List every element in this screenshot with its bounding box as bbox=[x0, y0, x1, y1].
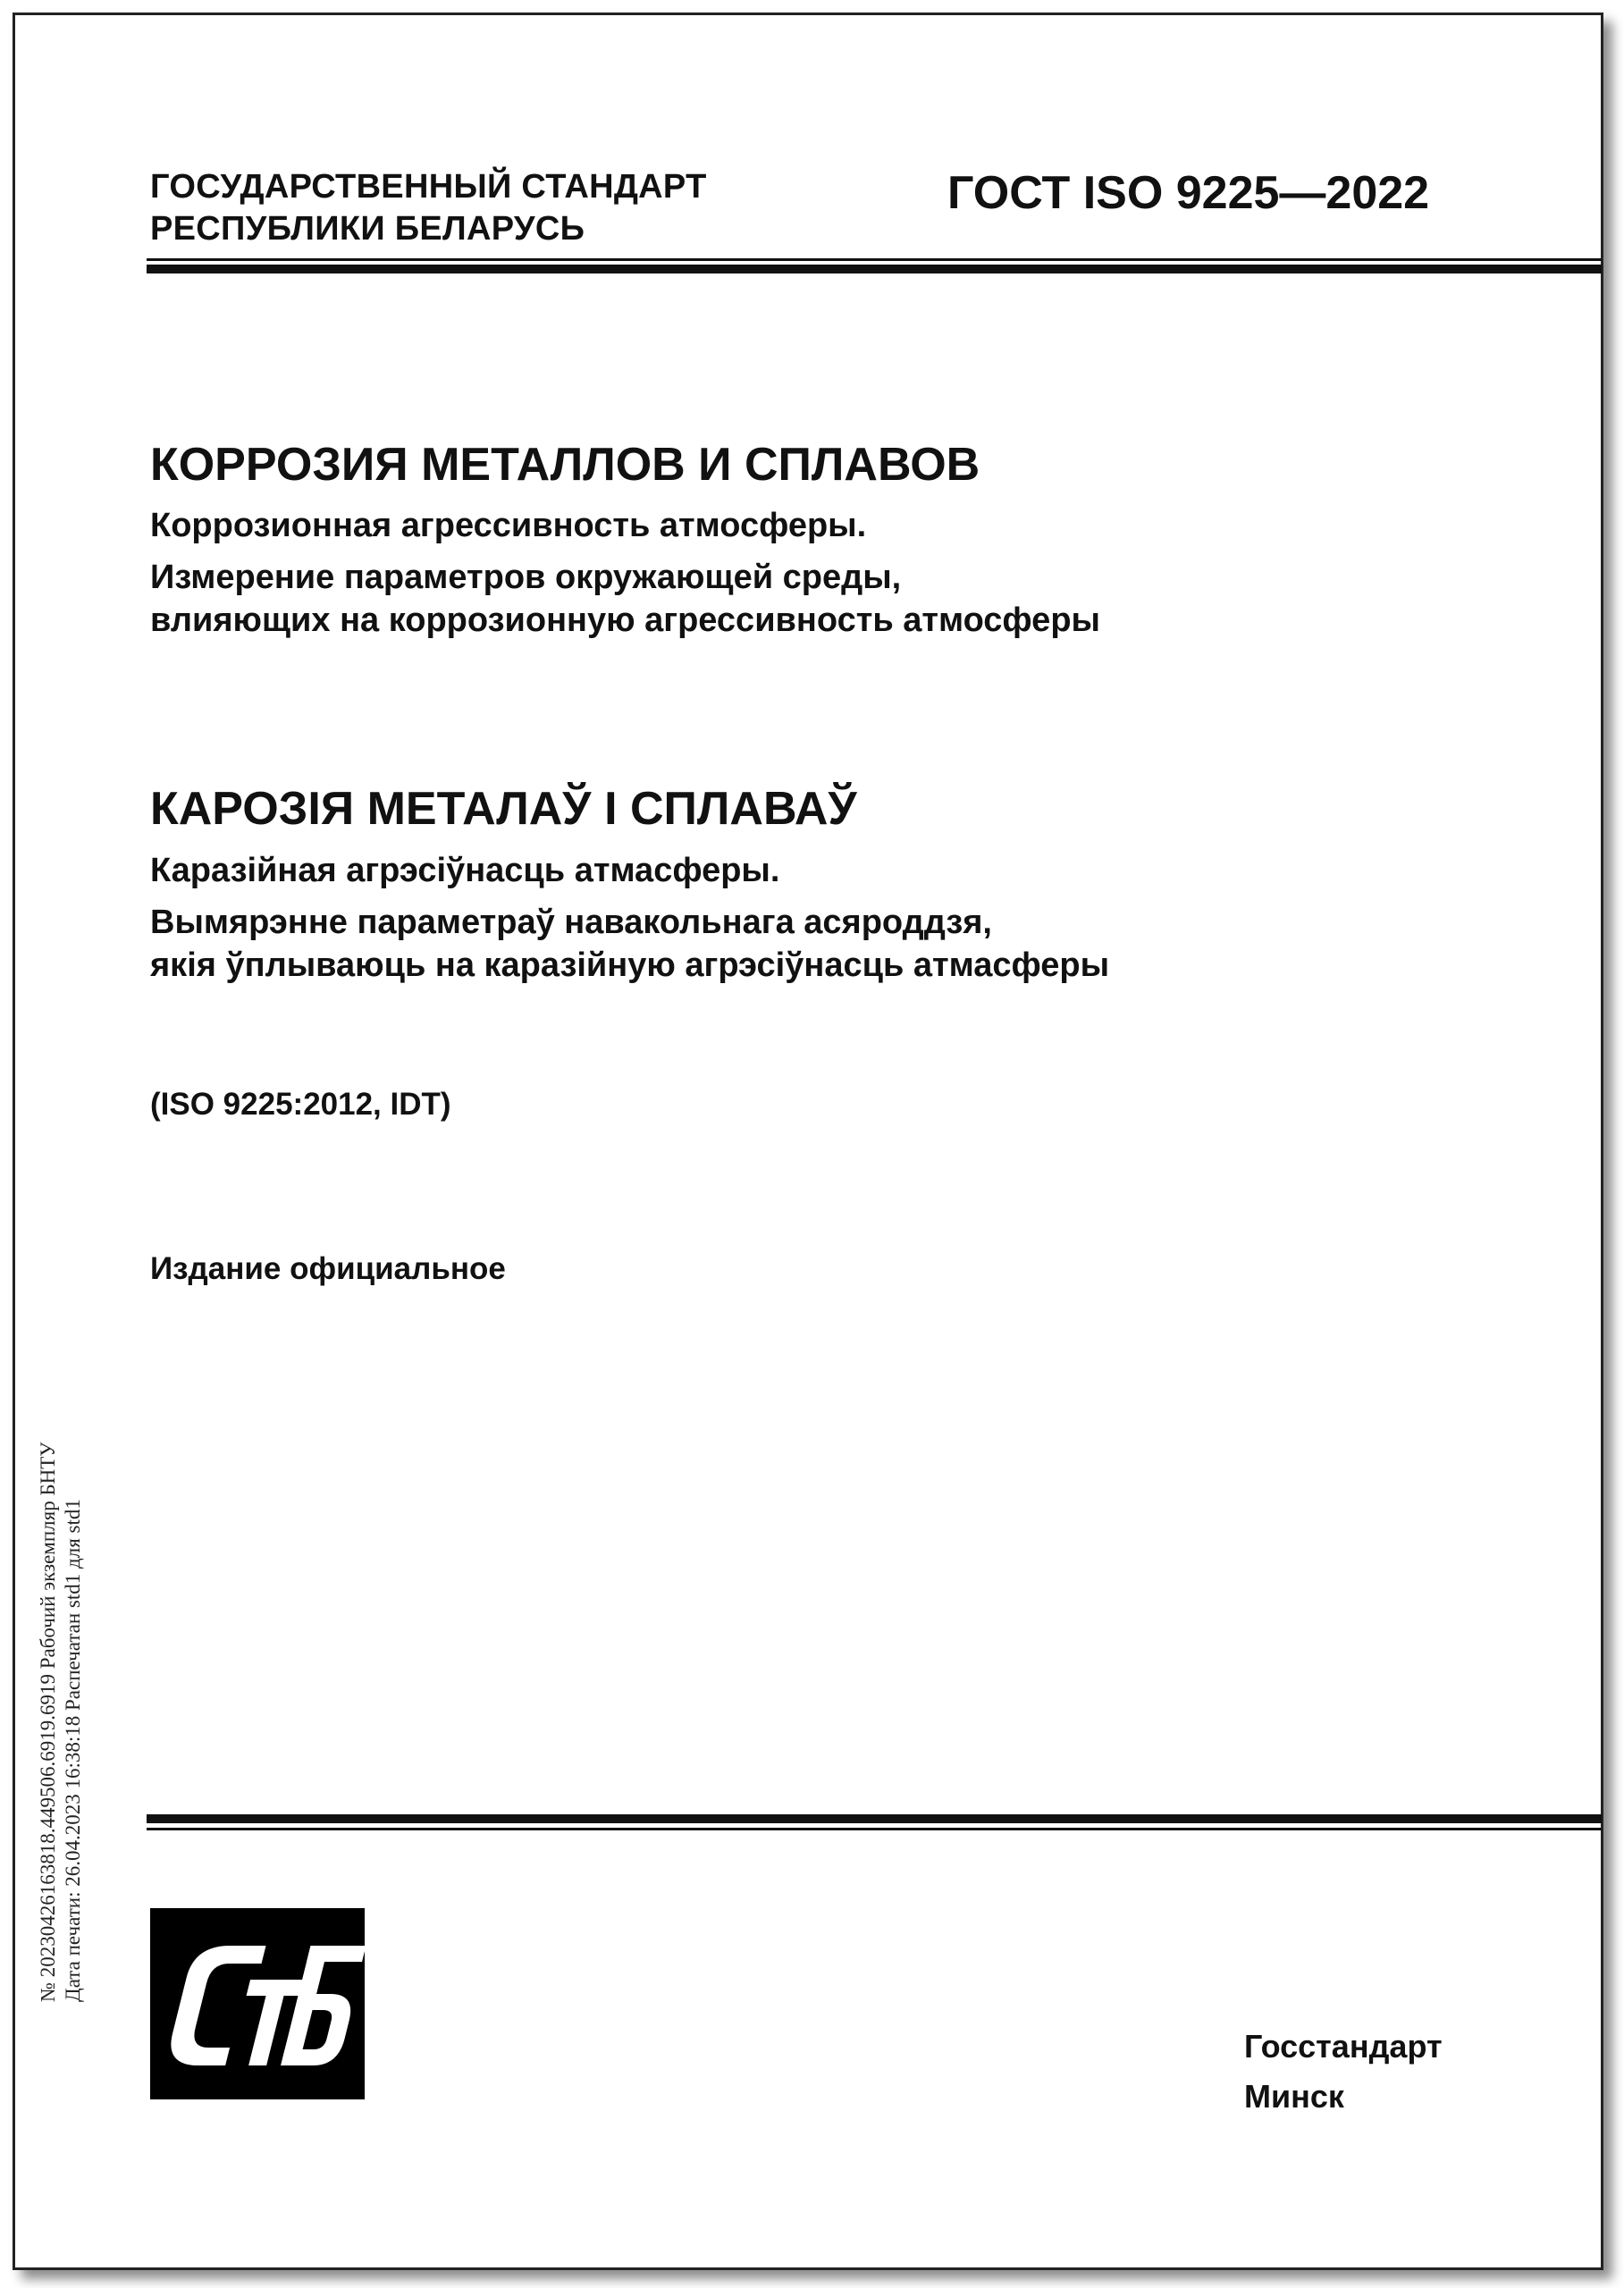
print-stamp-line-1: № 20230426163818.449506.6919.6919 Рабочий экземпляр БНТУ bbox=[37, 1442, 59, 2002]
title-ru-sub-3: влияющих на коррозионную агрессивность атмосферы bbox=[150, 601, 1100, 639]
footer-rule-thick bbox=[147, 1814, 1602, 1823]
edition-label: Издание официальное bbox=[150, 1251, 506, 1286]
title-ru-sub-2: Измерение параметров окружающей среды, bbox=[150, 559, 902, 596]
footer-rule-thin bbox=[147, 1828, 1602, 1830]
title-ru-subtitle bbox=[150, 504, 1100, 642]
title-by-sub-2: Вымярэнне параметраў навакольнага асяроддзя, bbox=[150, 904, 992, 941]
issuing-authority-line-2: РЕСПУБЛИКИ БЕЛАРУСЬ bbox=[150, 210, 585, 248]
publisher-name: Госстандарт bbox=[1244, 2028, 1443, 2065]
header-rule-thin bbox=[147, 258, 1602, 261]
title-ru-main: КОРРОЗИЯ МЕТАЛЛОВ И СПЛАВОВ bbox=[150, 439, 980, 491]
header-rule-thick bbox=[147, 265, 1602, 273]
issuing-authority bbox=[150, 166, 707, 250]
issuing-authority-line-1: ГОСУДАРСТВЕННЫЙ СТАНДАРТ bbox=[150, 168, 707, 206]
publisher-city: Минск bbox=[1244, 2078, 1344, 2115]
title-by-sub-3: якія ўплываюць на каразійную агрэсіўнасць атмасферы bbox=[150, 946, 1110, 984]
standard-code: ГОСТ ISO 9225—2022 bbox=[947, 167, 1430, 219]
publisher-block bbox=[1244, 2022, 1443, 2122]
stb-logo-icon bbox=[150, 1908, 365, 2099]
title-by-subtitle bbox=[150, 849, 1109, 987]
iso-reference: (ISO 9225:2012, IDT) bbox=[150, 1087, 451, 1122]
print-stamp bbox=[36, 1198, 86, 2002]
title-ru-sub-1: Коррозионная агрессивность атмосферы. bbox=[150, 507, 867, 544]
title-by-main: КАРОЗІЯ МЕТАЛАЎ І СПЛАВАЎ bbox=[150, 783, 857, 835]
title-by-sub-1: Каразійная агрэсіўнасць атмасферы. bbox=[150, 852, 780, 889]
print-stamp-line-2: Дата печати: 26.04.2023 16:38:18 Распечатан std1 для std1 bbox=[62, 1499, 84, 2002]
